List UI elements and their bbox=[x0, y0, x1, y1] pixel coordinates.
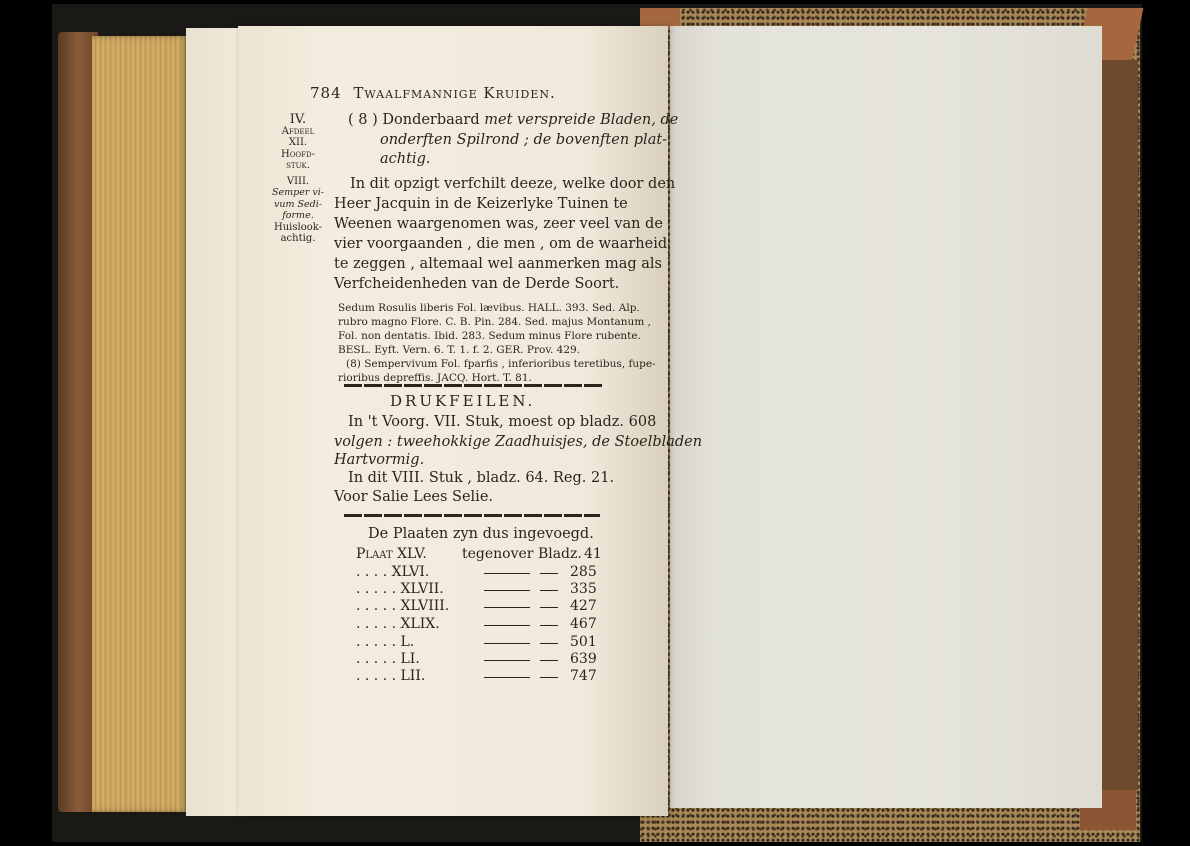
margin-note bbox=[260, 114, 336, 245]
margin-line: achtig. bbox=[280, 233, 316, 244]
plate-page: 501 bbox=[570, 634, 597, 650]
dash-rule bbox=[540, 590, 558, 591]
margin-line: Semper vi- bbox=[271, 187, 325, 198]
plate-row bbox=[356, 581, 596, 597]
plate-page: 747 bbox=[570, 668, 597, 684]
errata-line: volgen : tweehokkige Zaadhuisjes, de Stoelbladen bbox=[334, 434, 703, 450]
margin-line: VIII. bbox=[286, 175, 310, 187]
margin-line: Afdeel bbox=[281, 125, 315, 137]
plate-row bbox=[356, 598, 596, 614]
divider-rule bbox=[344, 514, 600, 517]
dash-rule bbox=[484, 660, 530, 661]
entry-description: onderften Spilrond ; de bovenften plat- bbox=[380, 132, 668, 148]
plate-row bbox=[356, 564, 596, 580]
citation-line: rioribus depreffis. JACQ. Hort. T. 81. bbox=[338, 372, 532, 384]
margin-line: forme. bbox=[282, 210, 314, 221]
paragraph-line: Heer Jacquin in de Keizerlyke Tuinen te bbox=[334, 196, 628, 212]
plate-label: Plaat XLV. bbox=[356, 546, 427, 562]
entry-description: achtig. bbox=[380, 151, 431, 167]
entry-title bbox=[348, 112, 678, 128]
margin-line: IV. bbox=[289, 112, 307, 127]
plate-label: . . . . . XLIX. bbox=[356, 616, 440, 632]
paragraph-line: Verfcheidenheden van de Derde Soort. bbox=[334, 276, 620, 292]
plate-label: . . . . . LI. bbox=[356, 651, 420, 667]
plate-label: . . . . . XLVIII. bbox=[356, 598, 450, 614]
dash-rule bbox=[484, 643, 530, 644]
plate-row bbox=[356, 651, 596, 667]
citation-line: Sedum Rosulis liberis Fol. lævibus. HALL. 393. Sed. Alp. bbox=[338, 302, 640, 314]
errata-line: Voor Salie Lees Selie. bbox=[334, 489, 494, 505]
dash-rule bbox=[484, 573, 530, 574]
citation-line: BESL. Eyft. Vern. 6. T. 1. f. 2. GER. Prov. 429. bbox=[338, 344, 581, 356]
margin-line: stuk. bbox=[286, 160, 310, 171]
plate-row bbox=[356, 668, 596, 684]
plates-intro: De Plaaten zyn dus ingevoegd. bbox=[368, 526, 594, 542]
plate-page: 335 bbox=[570, 581, 597, 597]
running-head bbox=[310, 84, 556, 102]
dash-rule bbox=[484, 607, 530, 608]
citation-line: rubro magno Flore. C. B. Pin. 284. Sed. majus Montanum , bbox=[338, 316, 651, 328]
gilt-page-edges bbox=[92, 36, 188, 812]
leather-edge bbox=[1100, 60, 1138, 790]
dash-rule bbox=[540, 625, 558, 626]
plate-page: 41 bbox=[584, 546, 602, 562]
plate-row bbox=[356, 634, 596, 650]
dash-rule bbox=[484, 677, 530, 678]
paragraph-line: In dit opzigt verfchilt deeze, welke door den bbox=[350, 176, 676, 192]
paragraph-line: vier voorgaanden , die men , om de waarheid bbox=[334, 236, 668, 252]
margin-line: Huislook- bbox=[274, 221, 322, 233]
citation-line: (8) Sempervivum Fol. fparfis , inferioribus teretibus, fupe- bbox=[346, 358, 656, 370]
divider-rule bbox=[344, 384, 604, 387]
dash-rule bbox=[540, 643, 558, 644]
dash-rule bbox=[540, 607, 558, 608]
running-head-title: Twaalfmannige Kruiden. bbox=[353, 84, 556, 102]
entry-name: Donderbaard bbox=[382, 112, 480, 128]
page-number: 784 bbox=[310, 84, 342, 102]
dash-rule bbox=[540, 573, 558, 574]
plate-page: 285 bbox=[570, 564, 597, 580]
errata-line: In dit VIII. Stuk , bladz. 64. Reg. 21. bbox=[348, 470, 615, 486]
errata-line: In 't Voorg. VII. Stuk, moest op bladz. 608 bbox=[348, 414, 657, 430]
plate-page: 427 bbox=[570, 598, 597, 614]
errata-line: Hartvormig. bbox=[334, 452, 425, 468]
dash-rule bbox=[540, 660, 558, 661]
entry-description: met verspreide Bladen, de bbox=[484, 112, 679, 128]
dash-rule bbox=[540, 677, 558, 678]
plate-label: . . . . . L. bbox=[356, 634, 415, 650]
paragraph-line: Weenen waargenomen was, zeer veel van de bbox=[334, 216, 663, 232]
errata-heading: DRUKFEILEN. bbox=[390, 392, 536, 410]
plate-label: . . . . . LII. bbox=[356, 668, 426, 684]
dash-rule bbox=[484, 625, 530, 626]
plate-row bbox=[356, 616, 596, 632]
underlying-page bbox=[186, 28, 242, 816]
plate-text: tegenover Bladz. bbox=[462, 546, 582, 562]
paragraph-line: te zeggen , altemaal wel aanmerken mag als bbox=[334, 256, 662, 272]
dash-rule bbox=[484, 590, 530, 591]
plate-label: . . . . . XLVII. bbox=[356, 581, 444, 597]
plate-page: 467 bbox=[570, 616, 597, 632]
margin-line: Hoofd- bbox=[280, 148, 316, 160]
printed-page bbox=[238, 26, 703, 816]
blank-endpaper bbox=[670, 26, 1102, 808]
entry-number: ( 8 ) bbox=[348, 112, 378, 128]
plate-label: . . . . XLVI. bbox=[356, 564, 430, 580]
plate-row bbox=[356, 546, 602, 562]
margin-line: vum Sedi- bbox=[274, 198, 322, 210]
plate-page: 639 bbox=[570, 651, 597, 667]
citation-line: Fol. non dentatis. Ibid. 283. Sedum minus Flore rubente. bbox=[338, 330, 641, 342]
margin-line: XII. bbox=[288, 137, 308, 148]
